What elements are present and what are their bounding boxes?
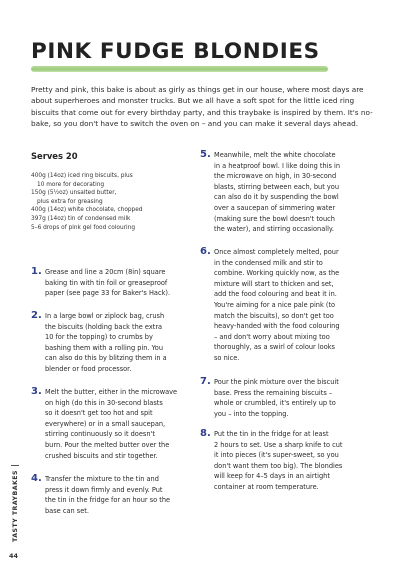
step-text (214, 377, 339, 419)
step-line: base can set. (45, 506, 89, 515)
step-line: Transfer the mixture to the tin and (45, 475, 159, 483)
step-line: add the food colouring and beat it in. (214, 290, 337, 299)
step-line: thoroughly, as a swirl of colour looks (214, 343, 335, 352)
step-line: Meanwhile, melt the white chocolate (214, 151, 336, 159)
step-line: base. Press the remaining biscuits – (214, 388, 333, 397)
step-line: can also do it by suspending the bowl (214, 193, 339, 202)
step-text (45, 387, 177, 461)
step-line: 2 hours to set. Use a sharp knife to cut (214, 440, 343, 449)
ingredient-line: 150g (5½oz) unsalted butter, (31, 190, 117, 197)
step-text (45, 311, 167, 375)
ingredient-line: plus extra for greasing (37, 198, 103, 205)
ingredients-list (31, 172, 181, 232)
intro-line: about superheroes and monster trucks. But we all have a soft spot for the little iced ring (31, 96, 355, 106)
step-line: don't want them too big). The blondies (214, 461, 343, 470)
section-side-label-text: TASTY TRAYBAKES (11, 470, 19, 542)
section-side-label (9, 452, 21, 542)
step-line: You're aiming for a nice pale pink (to (214, 300, 336, 309)
ingredient-line: 400g (14oz) iced ring biscuits, plus (31, 173, 133, 179)
step-line: blasts, stirring between each, but you (214, 182, 340, 191)
step-line: so nice. (214, 353, 240, 362)
step-text (45, 267, 170, 299)
ingredient-line: 10 more for decorating (37, 181, 105, 188)
step-line: the water), and stirring occasionally. (214, 225, 334, 234)
step-number: 1. (31, 266, 42, 277)
step-line: the biscuits (holding back the extra (45, 322, 163, 331)
ingredient-line: 400g (14oz) white chocolate, chopped (31, 207, 143, 214)
step-line: on high (do this in 30-second blasts (45, 398, 163, 407)
step-line: the tin in the fridge for an hour so the (45, 496, 171, 505)
step-line: in the condensed milk and stir to (214, 258, 323, 267)
step-number: 7. (200, 376, 211, 387)
step-number: 3. (31, 386, 42, 397)
step-line: press it down firmly and evenly. Put (45, 485, 163, 494)
ingredient-line: 5–6 drops of pink gel food colouring (31, 224, 136, 231)
step-line: in a heatproof bowl. I like doing this in (214, 161, 341, 170)
title-underline (31, 66, 328, 72)
step-line: burn. Pour the melted butter over the (45, 440, 170, 449)
step-number: 8. (200, 428, 211, 439)
step-line: so it doesn't get too hot and spit (45, 409, 153, 418)
step-text (214, 247, 340, 364)
step-line: crushed biscuits and stir together. (45, 451, 158, 460)
step-line: mixture will start to thicken and set, (214, 279, 334, 288)
step-line: baking tin with tin foil or greaseproof (45, 278, 168, 287)
intro-line: biscuits that come out for every birthday party, and this traybake is inspired by them. It's no- (31, 107, 373, 117)
step-line: will keep for 4–5 days in an airtight (214, 472, 330, 481)
recipe-title: PINK FUDGE BLONDIES (31, 39, 320, 64)
step-line: 10 for the topping) to crumbs by (45, 333, 153, 342)
page-number: 44 (9, 552, 19, 560)
step-number: 2. (31, 310, 42, 321)
step-line: paper (see page 33 for Baker's Hack). (45, 289, 171, 298)
intro-line: Pretty and pink, this bake is about as girly as things get in our house, where most days are (31, 85, 364, 94)
step-text (214, 429, 343, 493)
step-line: stirring continuously so it doesn't (45, 430, 155, 439)
step-line: In a large bowl or ziplock bag, crush (45, 312, 165, 320)
step-line: whole or crumbled, it's entirely up to (214, 399, 336, 408)
step-line: the microwave on high, in 30-second (214, 172, 337, 181)
step-line: Pour the pink mixture over the biscuit (214, 378, 339, 386)
step-number: 5. (200, 149, 211, 160)
step-line: Grease and line a 20cm (8in) square (45, 268, 166, 276)
step-number: 6. (200, 246, 211, 257)
step-line: everywhere) or in a small saucepan, (45, 419, 166, 428)
step-line: it into pieces (it's super-sweet, so you (214, 451, 339, 460)
intro-line: bake, so you don't have to switch the oven on – and you can make it several days ahead. (31, 118, 359, 128)
step-line: container at room temperature. (214, 482, 319, 491)
serves-label: Serves 20 (31, 151, 78, 161)
step-line: match the biscuits), so don't get too (214, 311, 334, 320)
side-label-divider (11, 465, 19, 466)
step-line: heavy-handed with the food colouring (214, 322, 340, 331)
ingredient-line: 397g (14oz) tin of condensed milk (31, 215, 131, 222)
step-line: you – into the topping. (214, 409, 289, 418)
intro-paragraph (31, 84, 388, 129)
step-line: Once almost completely melted, pour (214, 248, 339, 256)
step-line: combine. Working quickly now, as the (214, 269, 340, 278)
step-line: can also do this by blitzing them in a (45, 354, 167, 363)
step-text (214, 150, 340, 235)
step-line: over a saucepan of simmering water (214, 203, 336, 212)
step-line: (making sure the bowl doesn't touch (214, 214, 335, 223)
step-number: 4. (31, 473, 42, 484)
step-text (45, 474, 170, 516)
step-line: bashing them with a rolling pin. You (45, 343, 164, 352)
step-line: Melt the butter, either in the microwave (45, 388, 178, 396)
step-line: blender or food processor. (45, 364, 132, 373)
step-line: Put the tin in the fridge for at least (214, 430, 329, 438)
step-line: – and don't worry about mixing too (214, 332, 330, 341)
